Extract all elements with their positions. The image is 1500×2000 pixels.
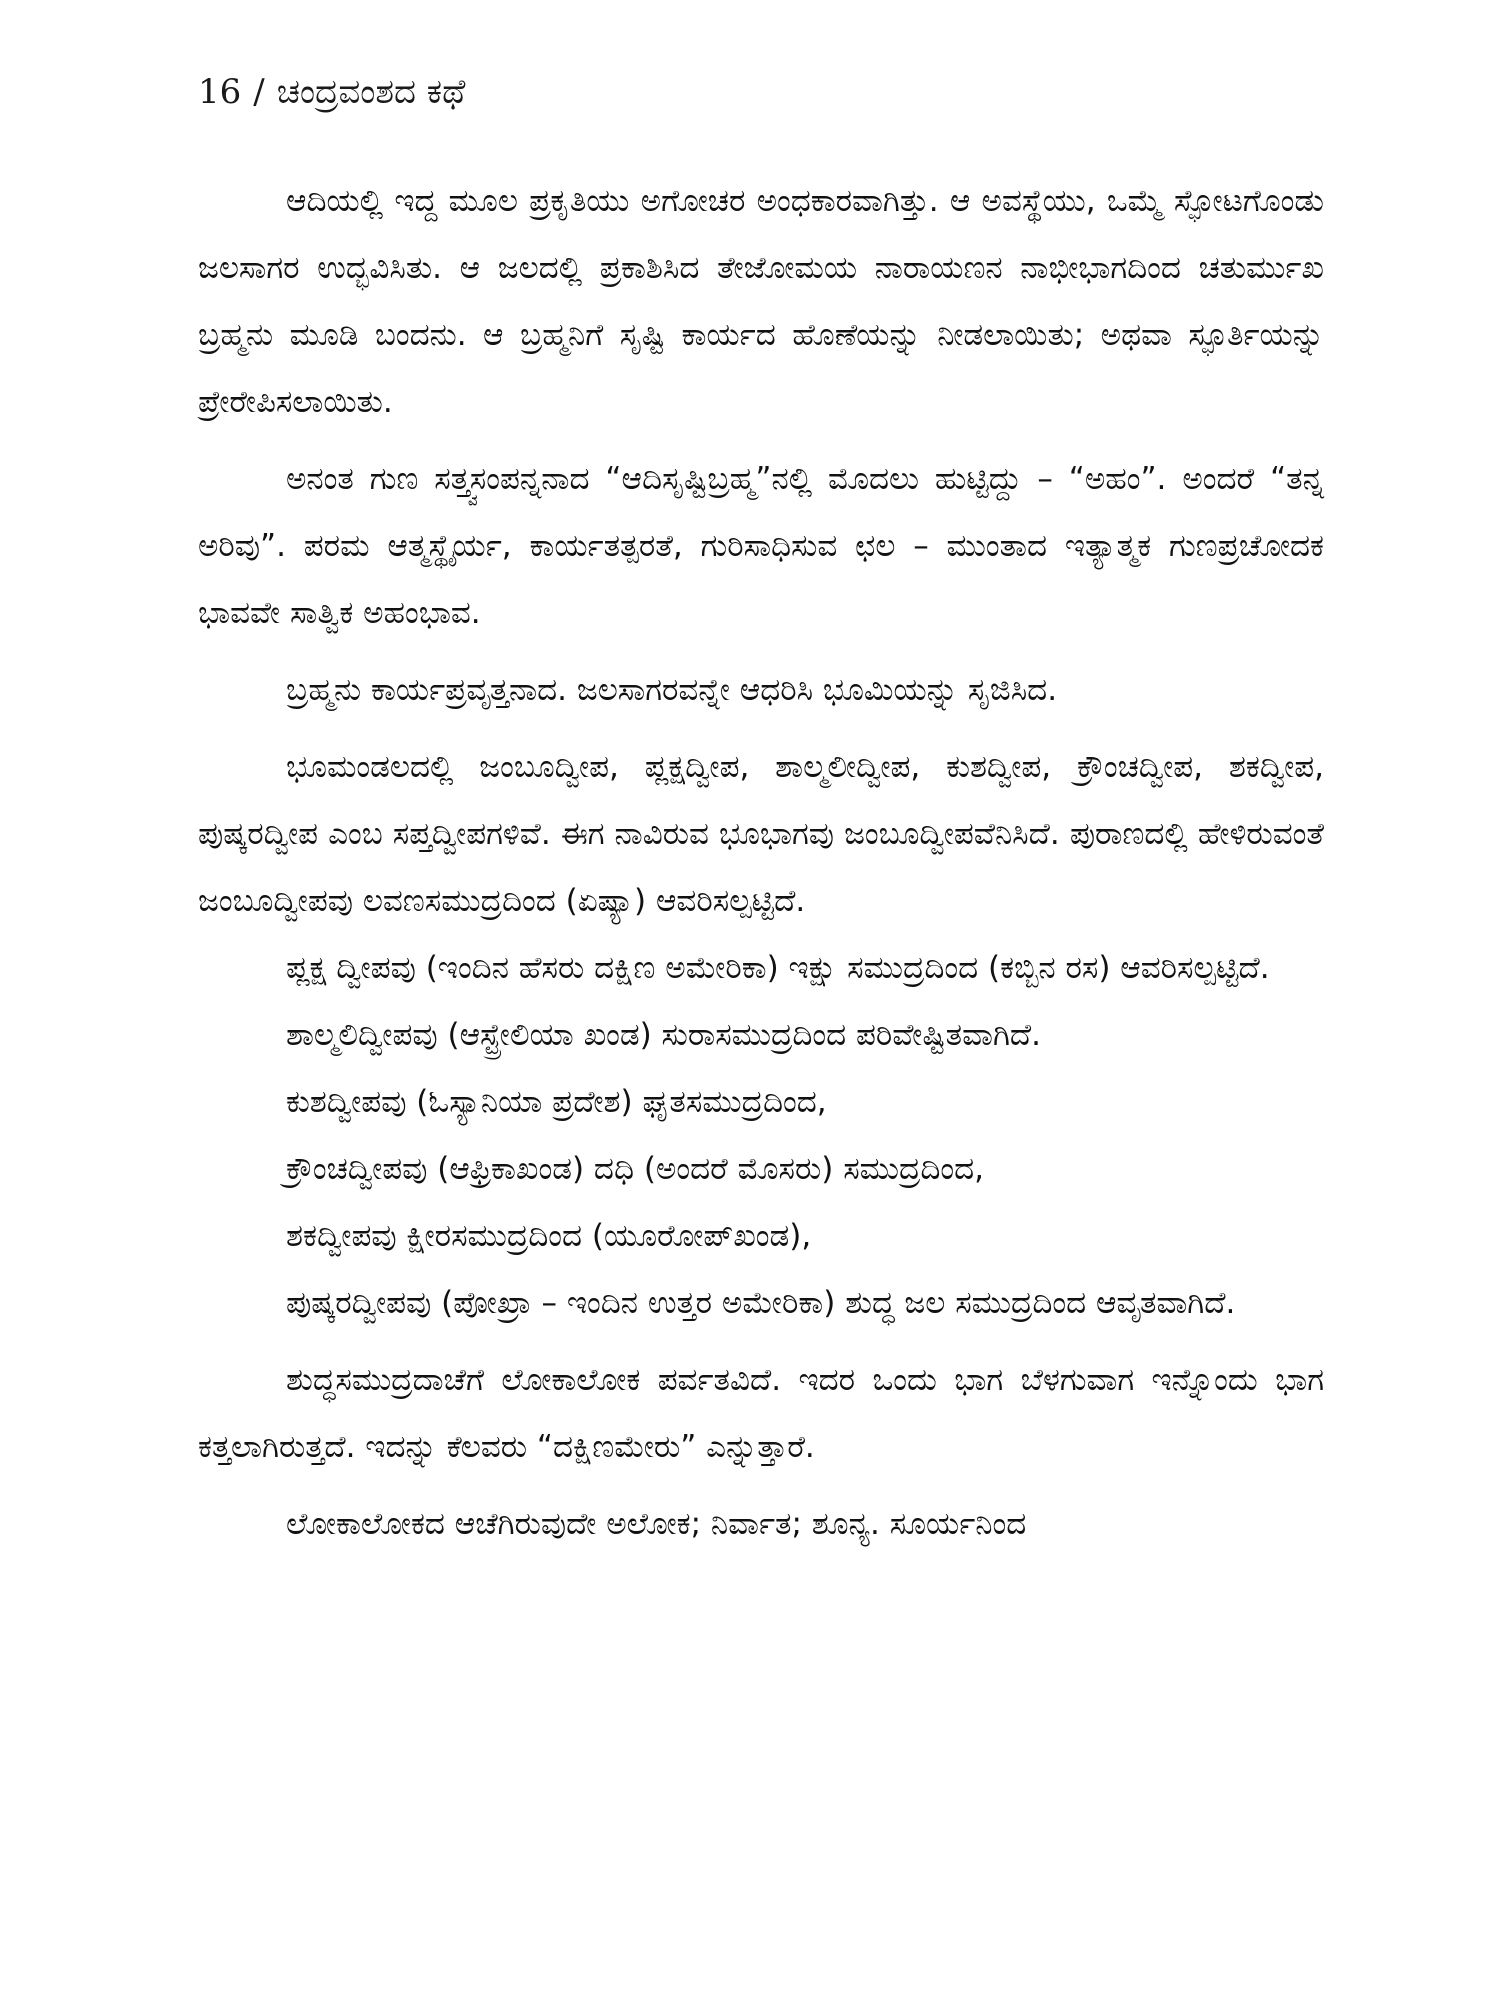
header-separator: /	[253, 72, 265, 112]
paragraph: ಶುದ್ಧಸಮುದ್ರದಾಚೆಗೆ ಲೋಕಾಲೋಕ ಪರ್ವತವಿದೆ. ಇದರ ಒಂದು ಭಾಗ ಬೆಳಗುವಾಗ ಇನ್ನೊಂದು ಭಾಗ ಕತ್ತಲಾಗಿರುತ್ತದೆ. ಇದನ್ನು ಕೆಲವರು “ದಕ್ಷಿಣಮೇರು” ಎನ್ನುತ್ತಾರೆ.	[198, 1362, 1324, 1465]
paragraph: ಕ್ರೌಂಚದ್ವೀಪವು (ಆಫ್ರಿಕಾಖಂಡ) ದಧಿ (ಅಂದರೆ ಮೊಸರು) ಸಮುದ್ರದಿಂದ,	[286, 1151, 985, 1187]
paragraph: ಆದಿಯಲ್ಲಿ ಇದ್ದ ಮೂಲ ಪ್ರಕೃತಿಯು ಅಗೋಚರ ಅಂಧಕಾರವಾಗಿತ್ತು. ಆ ಅವಸ್ಥೆಯು, ಒಮ್ಮೆ ಸ್ಫೋಟಗೊಂಡು ಜಲಸಾಗರ ಉದ್ಭವಿಸಿತು. ಆ ಜಲದಲ್ಲಿ ಪ್ರಕಾಶಿಸಿದ ತೇಜೋಮಯ ನಾರಾಯಣನ ನಾಭೀಭಾಗದಿಂದ ಚತುರ್ಮುಖ ಬ್ರಹ್ಮನು ಮೂಡಿ ಬಂದನು. ಆ ಬ್ರಹ್ಮನಿಗೆ ಸೃಷ್ಟಿ ಕಾರ್ಯದ ಹೊಣೆಯನ್ನು ನೀಡಲಾಯಿತು; ಅಥವಾ ಸ್ಫೂರ್ತಿಯನ್ನು ಪ್ರೇರೇಪಿಸಲಾಯಿತು.	[198, 183, 1324, 420]
running-head	[198, 62, 465, 122]
paragraph: ಲೋಕಾಲೋಕದ ಆಚೆಗಿರುವುದೇ ಅಲೋಕ; ನಿರ್ವಾತ; ಶೂನ್ಯ. ಸೂರ್ಯನಿಂದ	[286, 1506, 1027, 1542]
paragraph: ಪ್ಲಕ್ಷ ದ್ವೀಪವು (ಇಂದಿನ ಹೆಸರು ದಕ್ಷಿಣ ಅಮೇರಿಕಾ) ಇಕ್ಷು ಸಮುದ್ರದಿಂದ (ಕಬ್ಬಿನ ರಸ) ಆವರಿಸಲ್ಪಟ್ಟಿದೆ.	[286, 950, 1270, 986]
paragraph: ಶಕದ್ವೀಪವು ಕ್ಷೀರಸಮುದ್ರದಿಂದ (ಯೂರೋಪ್‌ಖಂಡ),	[286, 1218, 812, 1254]
paragraph: ಬ್ರಹ್ಮನು ಕಾರ್ಯಪ್ರವೃತ್ತನಾದ. ಜಲಸಾಗರವನ್ನೇ ಆಧರಿಸಿ ಭೂಮಿಯನ್ನು ಸೃಜಿಸಿದ.	[286, 672, 1058, 708]
paragraph: ಭೂಮಂಡಲದಲ್ಲಿ ಜಂಬೂದ್ವೀಪ, ಪ್ಲಕ್ಷದ್ವೀಪ, ಶಾಲ್ಮಲೀದ್ವೀಪ, ಕುಶದ್ವೀಪ, ಕ್ರೌಂಚದ್ವೀಪ, ಶಕದ್ವೀಪ, ಪುಷ್ಕರದ್ವೀಪ ಎಂಬ ಸಪ್ತದ್ವೀಪಗಳಿವೆ. ಈಗ ನಾವಿರುವ ಭೂಭಾಗವು ಜಂಬೂದ್ವೀಪವೆನಿಸಿದೆ. ಪುರಾಣದಲ್ಲಿ ಹೇಳಿರುವಂತೆ ಜಂಬೂದ್ವೀಪವು ಲವಣಸಮುದ್ರದಿಂದ (ಏಷ್ಯಾ) ಆವರಿಸಲ್ಪಟ್ಟಿದೆ.	[198, 749, 1324, 919]
paragraph: ಕುಶದ್ವೀಪವು (ಓಸ್ಯಾನಿಯಾ ಪ್ರದೇಶ) ಘೃತಸಮುದ್ರದಿಂದ,	[286, 1084, 827, 1120]
paragraph: ಶಾಲ್ಮಲಿದ್ವೀಪವು (ಆಸ್ಟ್ರೇಲಿಯಾ ಖಂಡ) ಸುರಾಸಮುದ್ರದಿಂದ ಪರಿವೇಷ್ಟಿತವಾಗಿದೆ.	[286, 1017, 1042, 1053]
paragraph: ಪುಷ್ಕರದ್ವೀಪವು (ಪೋಖ್ರಾ – ಇಂದಿನ ಉತ್ತರ ಅಮೇರಿಕಾ) ಶುದ್ಧ ಜಲ ಸಮುದ್ರದಿಂದ ಆವೃತವಾಗಿದೆ.	[286, 1285, 1236, 1321]
book-title: ಚಂದ್ರವಂಶದ ಕಥೆ	[276, 72, 466, 112]
paragraph: ಅನಂತ ಗುಣ ಸತ್ತ್ವಸಂಪನ್ನನಾದ “ಆದಿಸೃಷ್ಟಿಬ್ರಹ್ಮ”ನಲ್ಲಿ ಮೊದಲು ಹುಟ್ಟಿದ್ದು – “ಅಹಂ”. ಅಂದರೆ “ತನ್ನ ಅರಿವು”. ಪರಮ ಆತ್ಮಸ್ಥೈರ್ಯ, ಕಾರ್ಯತತ್ಪರತೆ, ಗುರಿಸಾಧಿಸುವ ಛಲ – ಮುಂತಾದ ಇತ್ಯಾತ್ಮಕ ಗುಣಪ್ರಚೋದಕ ಭಾವವೇ ಸಾತ್ವಿಕ ಅಹಂಭಾವ.	[198, 461, 1324, 631]
page-body	[198, 168, 1324, 1558]
page-number: 16	[198, 72, 242, 112]
